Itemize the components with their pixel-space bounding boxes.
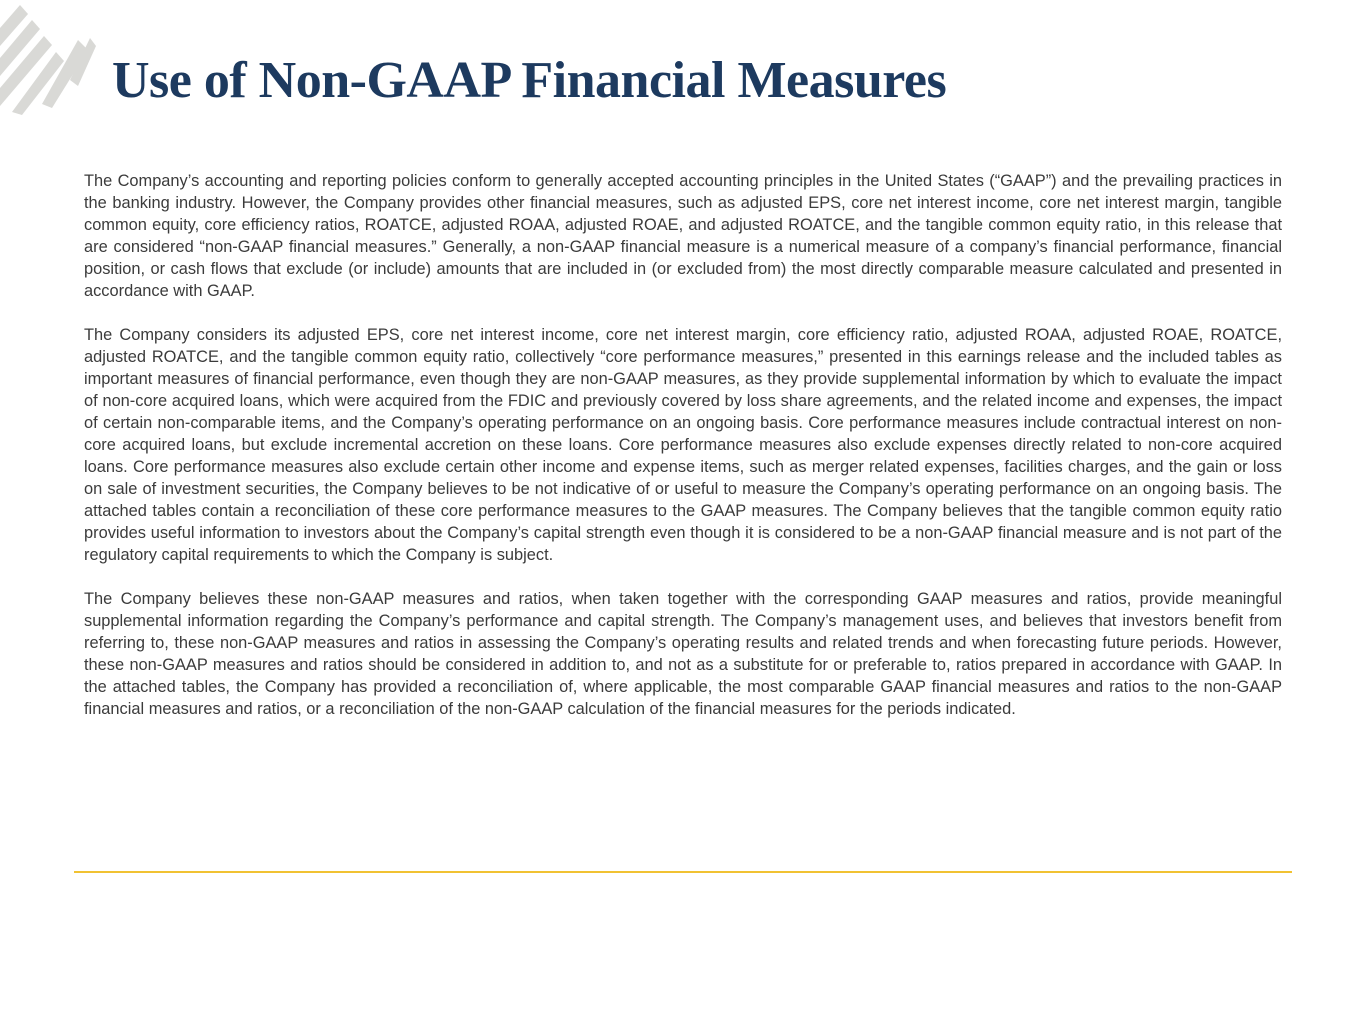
paragraph-definition: The Company’s accounting and reporting policies conform to generally accepted accounting principles in the United States (“GAAP”) and the prevailing practices in the banking industry. However, the Company provides other financial measures, such as adjusted EPS, core net interest income, core net interest margin, tangible common equity, core efficiency ratios, ROATCE, adjusted ROAA, adjusted ROAE, and adjusted ROATCE, and the tangible common equity ratio, in this release that are considered “non-GAAP financial measures.” Generally, a non-GAAP financial measure is a numerical measure of a company’s financial performance, financial position, or cash flows that exclude (or include) amounts that are included in (or excluded from) the most directly comparable measure calculated and presented in accordance with GAAP. [84, 172, 1282, 300]
diagonal-stripes-icon [0, 0, 100, 115]
body-text [84, 170, 1282, 742]
paragraph-usefulness: The Company believes these non-GAAP measures and ratios, when taken together with the corresponding GAAP measures and ratios, provide meaningful supplemental information regarding the Company’s performance and capital strength. The Company’s management uses, and believes that investors benefit from referring to, these non-GAAP measures and ratios in assessing the Company’s operating results and related trends and when forecasting future periods. However, these non-GAAP measures and ratios should be considered in addition to, and not as a substitute for or preferable to, ratios prepared in accordance with GAAP. In the attached tables, the Company has provided a reconciliation of, where applicable, the most comparable GAAP financial measures and ratios to the non-GAAP financial measures and ratios, or a reconciliation of the non-GAAP calculation of the financial measures for the periods indicated. [84, 590, 1282, 718]
footer-accent-rule [74, 871, 1292, 873]
paragraph-core-performance: The Company considers its adjusted EPS, core net interest income, core net interest margin, core efficiency ratio, adjusted ROAA, adjusted ROAE, ROATCE, adjusted ROATCE, and the tangible common equity ratio, collectively “core performance measures,” presented in this earnings release and the included tables as important measures of financial performance, even though they are non-GAAP measures, as they provide supplemental information by which to evaluate the impact of non-core acquired loans, which were acquired from the FDIC and previously covered by loss share agreements, and the related income and expenses, the impact of certain non-comparable items, and the Company’s operating performance on an ongoing basis. Core performance measures include contractual interest on non-core acquired loans, but exclude incremental accretion on these loans. Core performance measures also exclude expenses directly related to non-core acquired loans. Core performance measures also exclude certain other income and expense items, such as merger related expenses, facilities charges, and the gain or loss on sale of investment securities, the Company believes to be not indicative of or useful to measure the Company’s operating performance on an ongoing basis. The attached tables contain a reconciliation of these core performance measures to the GAAP measures. The Company believes that the tangible common equity ratio provides useful information to investors about the Company’s capital strength even though it is considered to be a non-GAAP financial measure and is not part of the regulatory capital requirements to which the Company is subject. [84, 326, 1282, 564]
page-title: Use of Non-GAAP Financial Measures [112, 52, 947, 109]
